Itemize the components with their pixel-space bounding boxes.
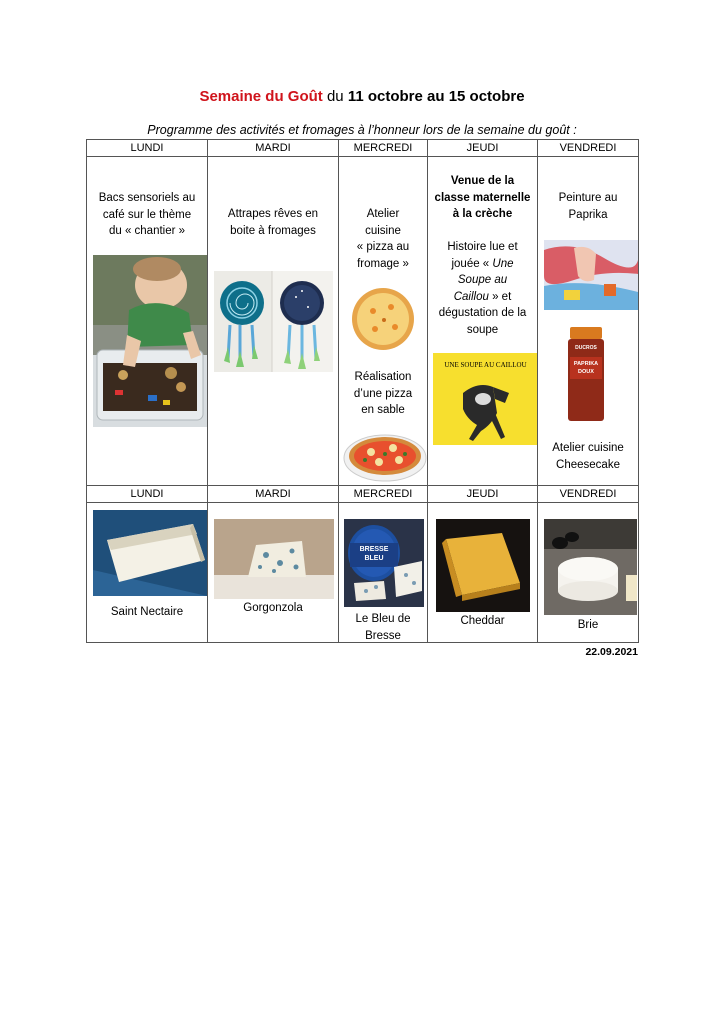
activity-jeudi-bold-line: à la crèche <box>452 208 513 220</box>
header-row-cheeses <box>87 486 639 503</box>
header-mardi: MARDI <box>208 486 339 503</box>
activity-vendredi-line: Cheesecake <box>556 458 620 471</box>
dreamcatcher-photo <box>214 271 333 372</box>
activity-mercredi-cell <box>339 157 428 486</box>
activity-jeudi-line <box>428 289 537 306</box>
activity-mercredi-line: « pizza au <box>356 241 410 253</box>
page-title <box>0 88 724 105</box>
header-mardi: MARDI <box>208 140 339 157</box>
header-jeudi: JEUDI <box>428 486 538 503</box>
cheese-pizza-photo <box>351 287 415 351</box>
activity-mercredi-line: en sable <box>361 404 405 416</box>
header-lundi: LUNDI <box>87 140 208 157</box>
activity-vendredi-line: Atelier cuisine <box>552 442 624 454</box>
activity-jeudi-line <box>428 256 537 273</box>
activity-jeudi-line: dégustation de la <box>438 307 527 319</box>
activity-lundi-line: du « chantier » <box>108 225 186 237</box>
page-subtitle: Programme des activités et fromages à l’honneur lors de la semaine du goût : <box>147 123 577 137</box>
cheese-mercredi-line: Le Bleu de <box>355 613 411 625</box>
activity-jeudi-bold-line: Venue de la <box>450 175 515 187</box>
activity-vendredi-line: Paprika <box>568 208 608 221</box>
activity-mercredi-line: d’une pizza <box>353 387 413 400</box>
cheese-lundi-label: Saint Nectaire <box>110 606 184 618</box>
cheese-mardi-label: Gorgonzola <box>243 602 303 614</box>
paprika-label-line: DOUX <box>578 369 594 375</box>
header-lundi: LUNDI <box>87 486 208 503</box>
activity-jeudi-line: Histoire lue et <box>447 241 518 253</box>
text-part: jouée « <box>451 257 493 270</box>
activity-mardi-cell <box>208 157 339 486</box>
cheese-jeudi-label: Cheddar <box>460 615 505 627</box>
header-jeudi: JEUDI <box>428 140 538 157</box>
bresse-bleu-label-line: BRESSE <box>359 546 389 553</box>
document-date: 22.09.2021 <box>585 646 638 658</box>
text-part: » et <box>488 290 512 303</box>
activity-lundi-line: Bacs sensoriels au <box>98 192 196 204</box>
bleu-de-bresse-photo <box>344 519 424 607</box>
bresse-bleu-label <box>350 545 398 563</box>
activity-jeudi-line: Soupe au <box>457 274 508 286</box>
cheese-lundi-cell <box>87 503 208 643</box>
cheese-vendredi-cell <box>538 503 639 643</box>
activity-jeudi-cell <box>428 157 538 486</box>
paprika-painting-photo <box>544 240 638 310</box>
activity-mercredi-line: Atelier <box>366 208 400 220</box>
activity-jeudi-bold-line: classe maternelle <box>434 191 531 204</box>
header-mercredi: MERCREDI <box>339 140 428 157</box>
gorgonzola-photo <box>214 519 334 599</box>
bresse-bleu-label-line: BLEU <box>364 555 384 562</box>
header-mercredi: MERCREDI <box>339 486 428 503</box>
cheddar-photo <box>436 519 530 612</box>
activity-lundi-line: café sur le thème <box>102 208 192 221</box>
title-highlight: Semaine du Goût <box>199 88 323 105</box>
title-dates: 11 octobre au 15 octobre <box>347 88 525 105</box>
program-table <box>86 139 639 643</box>
activity-mardi-line: boite à fromages <box>230 224 316 237</box>
sand-pizza-photo <box>343 432 427 482</box>
paprika-label-line: PAPRIKA <box>573 361 599 367</box>
activity-lundi-cell <box>87 157 208 486</box>
header-row-activities <box>87 140 639 157</box>
cheese-mercredi-line: Bresse <box>365 629 401 642</box>
cheese-mardi-cell <box>208 503 339 643</box>
cheese-mercredi-cell <box>339 503 428 643</box>
activity-jeudi-line: soupe <box>466 323 499 336</box>
activities-row <box>87 157 639 486</box>
cheese-vendredi-label: Brie <box>577 619 599 631</box>
activity-mercredi-line: cuisine <box>365 224 401 237</box>
activity-mardi-line: Attrapes rêves en <box>227 208 319 220</box>
book-cover-photo <box>433 353 538 445</box>
cheeses-row <box>87 503 639 643</box>
activity-vendredi-cell <box>538 157 639 486</box>
activity-mercredi-line: Réalisation <box>354 371 412 383</box>
title-connector: du <box>322 88 348 105</box>
header-vendredi: VENDREDI <box>538 486 639 503</box>
activity-mercredi-line: fromage » <box>357 257 409 270</box>
sensory-bin-photo <box>93 255 207 427</box>
header-vendredi: VENDREDI <box>538 140 639 157</box>
text-part: Caillou <box>453 290 489 303</box>
text-part: Une <box>492 257 514 270</box>
activity-vendredi-line: Peinture au <box>558 192 618 204</box>
book-title: UNE SOUPE AU CAILLOU <box>444 361 527 369</box>
cheese-jeudi-cell <box>428 503 538 643</box>
paprika-brand: DUCROS <box>575 345 597 351</box>
paprika-jar-photo <box>568 327 604 421</box>
brie-photo <box>544 519 637 615</box>
saint-nectaire-photo <box>93 510 207 596</box>
paprika-label <box>570 357 602 379</box>
cheese-mercredi-label <box>339 611 427 643</box>
